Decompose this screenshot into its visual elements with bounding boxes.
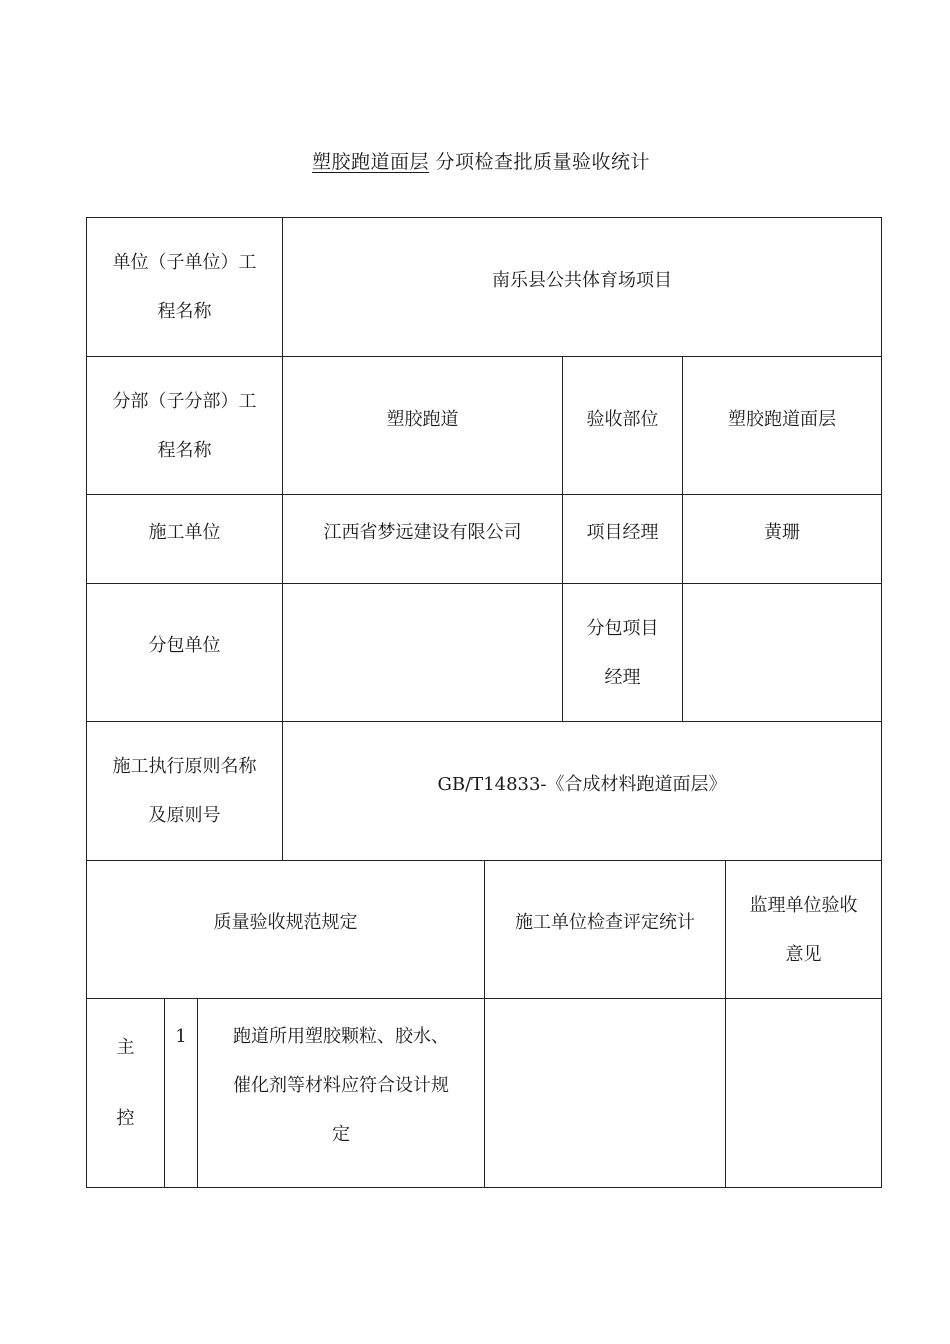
document-title xyxy=(0,147,950,174)
subcontractor-label: 分包单位 xyxy=(148,634,221,656)
project-name-label: 单位（子单位）工 程名称 xyxy=(112,252,257,322)
contractor-label: 施工单位 xyxy=(148,521,221,543)
item-supervisor-opinion xyxy=(726,999,881,1187)
item-number: 1 xyxy=(175,1026,187,1047)
spec-header: 质量验收规范规定 xyxy=(213,911,358,933)
project-name-value: 南乐县公共体育场项目 xyxy=(492,269,672,291)
title-rest: 分项检查批质量验收统计 xyxy=(435,151,651,173)
acceptance-part-value: 塑胶跑道面层 xyxy=(728,408,836,430)
title-underlined: 塑胶跑道面层 xyxy=(311,151,429,173)
contractor-value: 江西省梦远建设有限公司 xyxy=(323,521,522,543)
standard-label: 施工执行原则名称 及原则号 xyxy=(112,756,257,826)
item-category: 主 控 xyxy=(116,1037,135,1129)
contractor-eval-header: 施工单位检查评定统计 xyxy=(515,911,695,933)
subcontractor-value xyxy=(283,584,562,721)
project-manager-label: 项目经理 xyxy=(586,521,659,543)
standard-value: GB/T14833-《合成材料跑道面层》 xyxy=(437,773,727,795)
division-name-label: 分部（子分部）工 程名称 xyxy=(112,390,257,461)
item-requirement: 跑道所用塑胶颗粒、胶水、 催化剂等材料应符合设计规 定 xyxy=(233,1026,449,1145)
division-name-value: 塑胶跑道 xyxy=(386,408,459,430)
item-contractor-eval xyxy=(485,999,725,1187)
sub-manager-value xyxy=(683,584,881,721)
acceptance-part-label: 验收部位 xyxy=(586,408,659,430)
sub-manager-label: 分包项目 经理 xyxy=(586,617,659,688)
supervisor-header: 监理单位验收 意见 xyxy=(749,894,858,965)
project-manager-value: 黄珊 xyxy=(764,521,800,543)
